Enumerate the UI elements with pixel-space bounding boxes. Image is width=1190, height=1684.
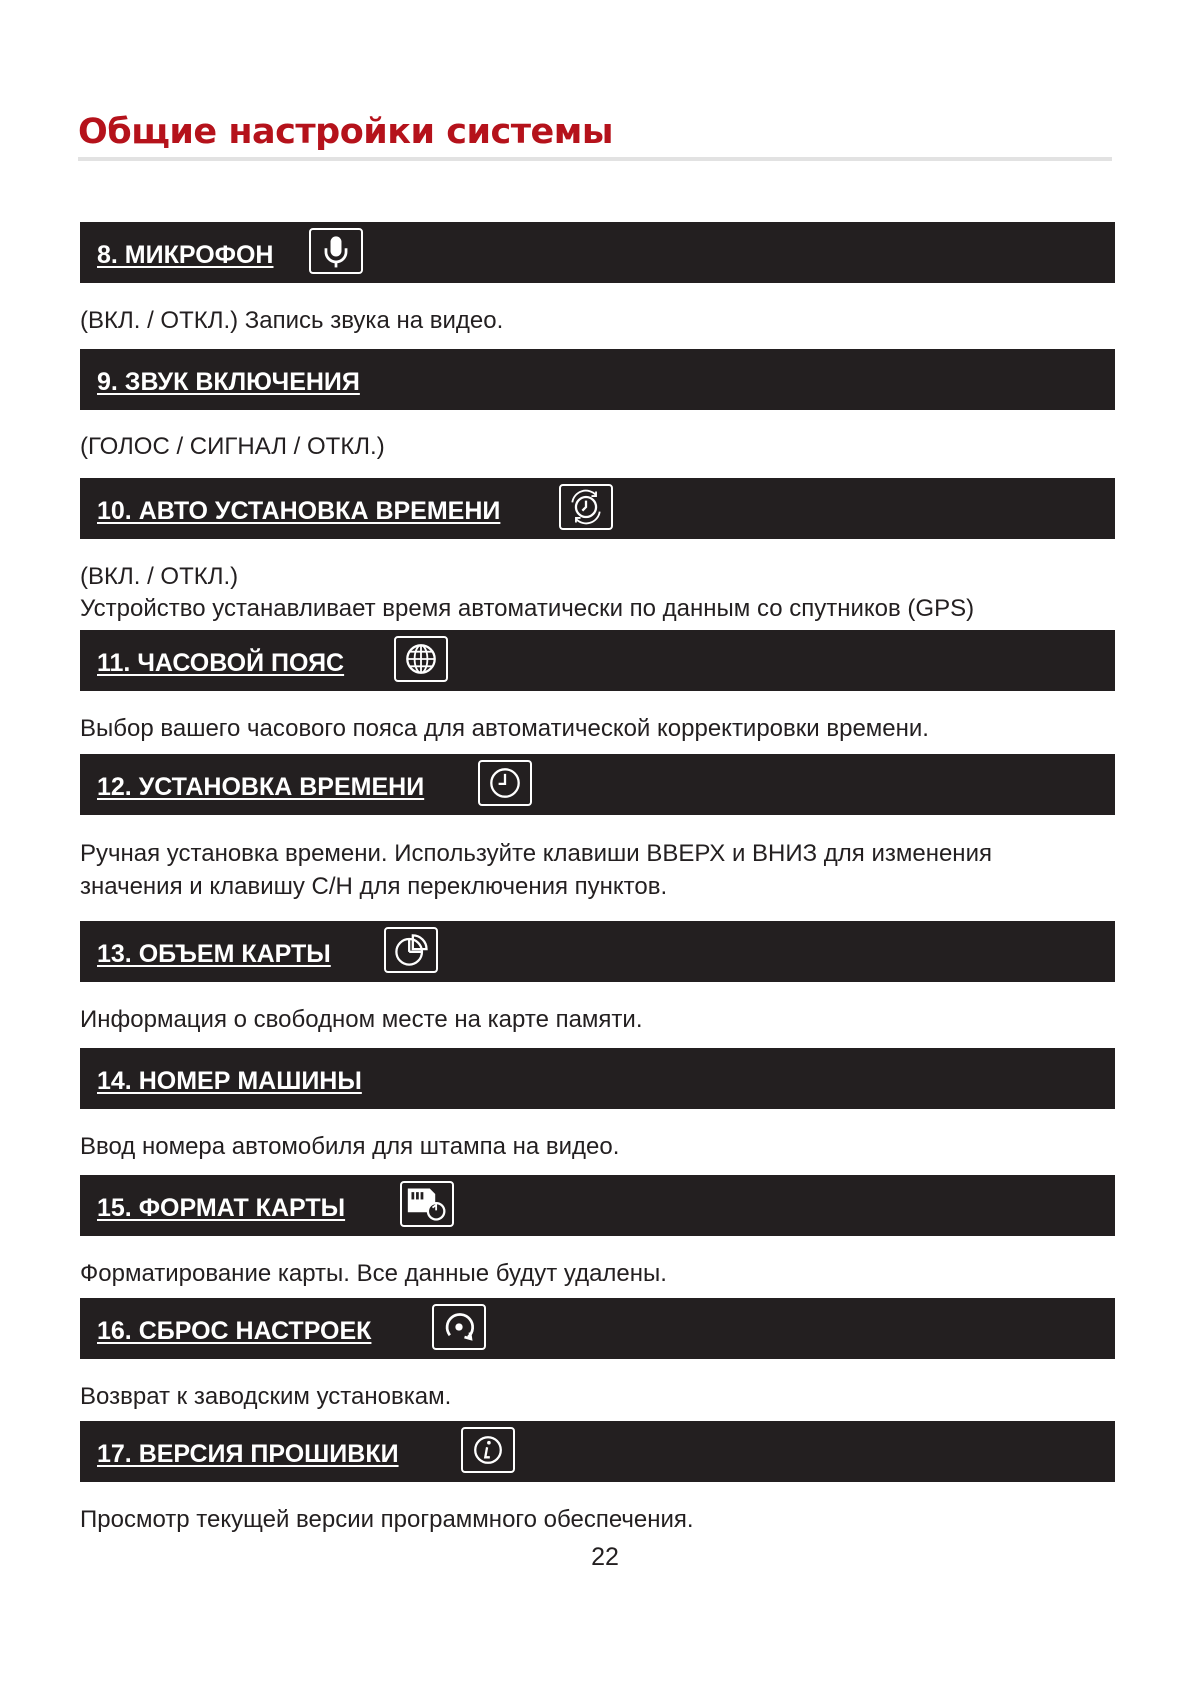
title-rule [78,157,1112,161]
section-label: 12. УСТАНОВКА ВРЕМЕНИ [97,773,425,801]
microphone-icon [309,228,363,274]
section-description: значения и клавишу С/Н для переключения пунктов. [80,873,668,900]
pie-chart-icon [384,927,438,973]
page-title: Общие настройки системы [78,112,614,152]
sd-card-format-icon [400,1181,454,1227]
section-header-car-number [80,1048,1115,1109]
section-header-auto-time [80,478,1115,539]
section-description: Выбор вашего часового пояса для автоматической корректировки времени. [80,715,929,742]
info-icon [461,1427,515,1473]
section-description: (ВКЛ. / ОТКЛ.) Запись звука на видео. [80,307,504,334]
section-header-firmware [80,1421,1115,1482]
clock-icon [478,760,532,806]
section-label: 8. МИКРОФОН [97,241,274,269]
section-header-reset [80,1298,1115,1359]
section-label: 10. АВТО УСТАНОВКА ВРЕМЕНИ [97,497,501,525]
section-header-startup-sound [80,349,1115,410]
section-description: Ручная установка времени. Используйте клавиши ВВЕРХ и ВНИЗ для изменения [80,840,992,867]
section-label: 14. НОМЕР МАШИНЫ [97,1067,362,1095]
reset-icon [432,1304,486,1350]
section-description: Устройство устанавливает время автоматически по данным со спутников (GPS) [80,595,975,622]
section-header-timezone [80,630,1115,691]
section-description: Ввод номера автомобиля для штампа на видео. [80,1133,620,1160]
section-description: (ВКЛ. / ОТКЛ.) [80,563,239,590]
section-label: 16. СБРОС НАСТРОЕК [97,1317,372,1345]
section-label: 9. ЗВУК ВКЛЮЧЕНИЯ [97,368,360,396]
section-label: 17. ВЕРСИЯ ПРОШИВКИ [97,1440,399,1468]
section-header-microphone [80,222,1115,283]
page-number: 22 [591,1543,619,1571]
globe-icon [394,636,448,682]
section-description: Информация о свободном месте на карте памяти. [80,1006,643,1033]
section-label: 13. ОБЪЕМ КАРТЫ [97,940,331,968]
section-label: 11. ЧАСОВОЙ ПОЯС [97,649,345,677]
section-header-format-card [80,1175,1115,1236]
auto-time-sync-icon [559,484,613,530]
section-header-card-capacity [80,921,1115,982]
section-description: Возврат к заводским установкам. [80,1383,452,1410]
section-label: 15. ФОРМАТ КАРТЫ [97,1194,346,1222]
section-description: Форматирование карты. Все данные будут удалены. [80,1260,667,1287]
section-description: Просмотр текущей версии программного обеспечения. [80,1506,694,1533]
section-description: (ГОЛОС / СИГНАЛ / ОТКЛ.) [80,433,385,460]
section-header-set-time [80,754,1115,815]
